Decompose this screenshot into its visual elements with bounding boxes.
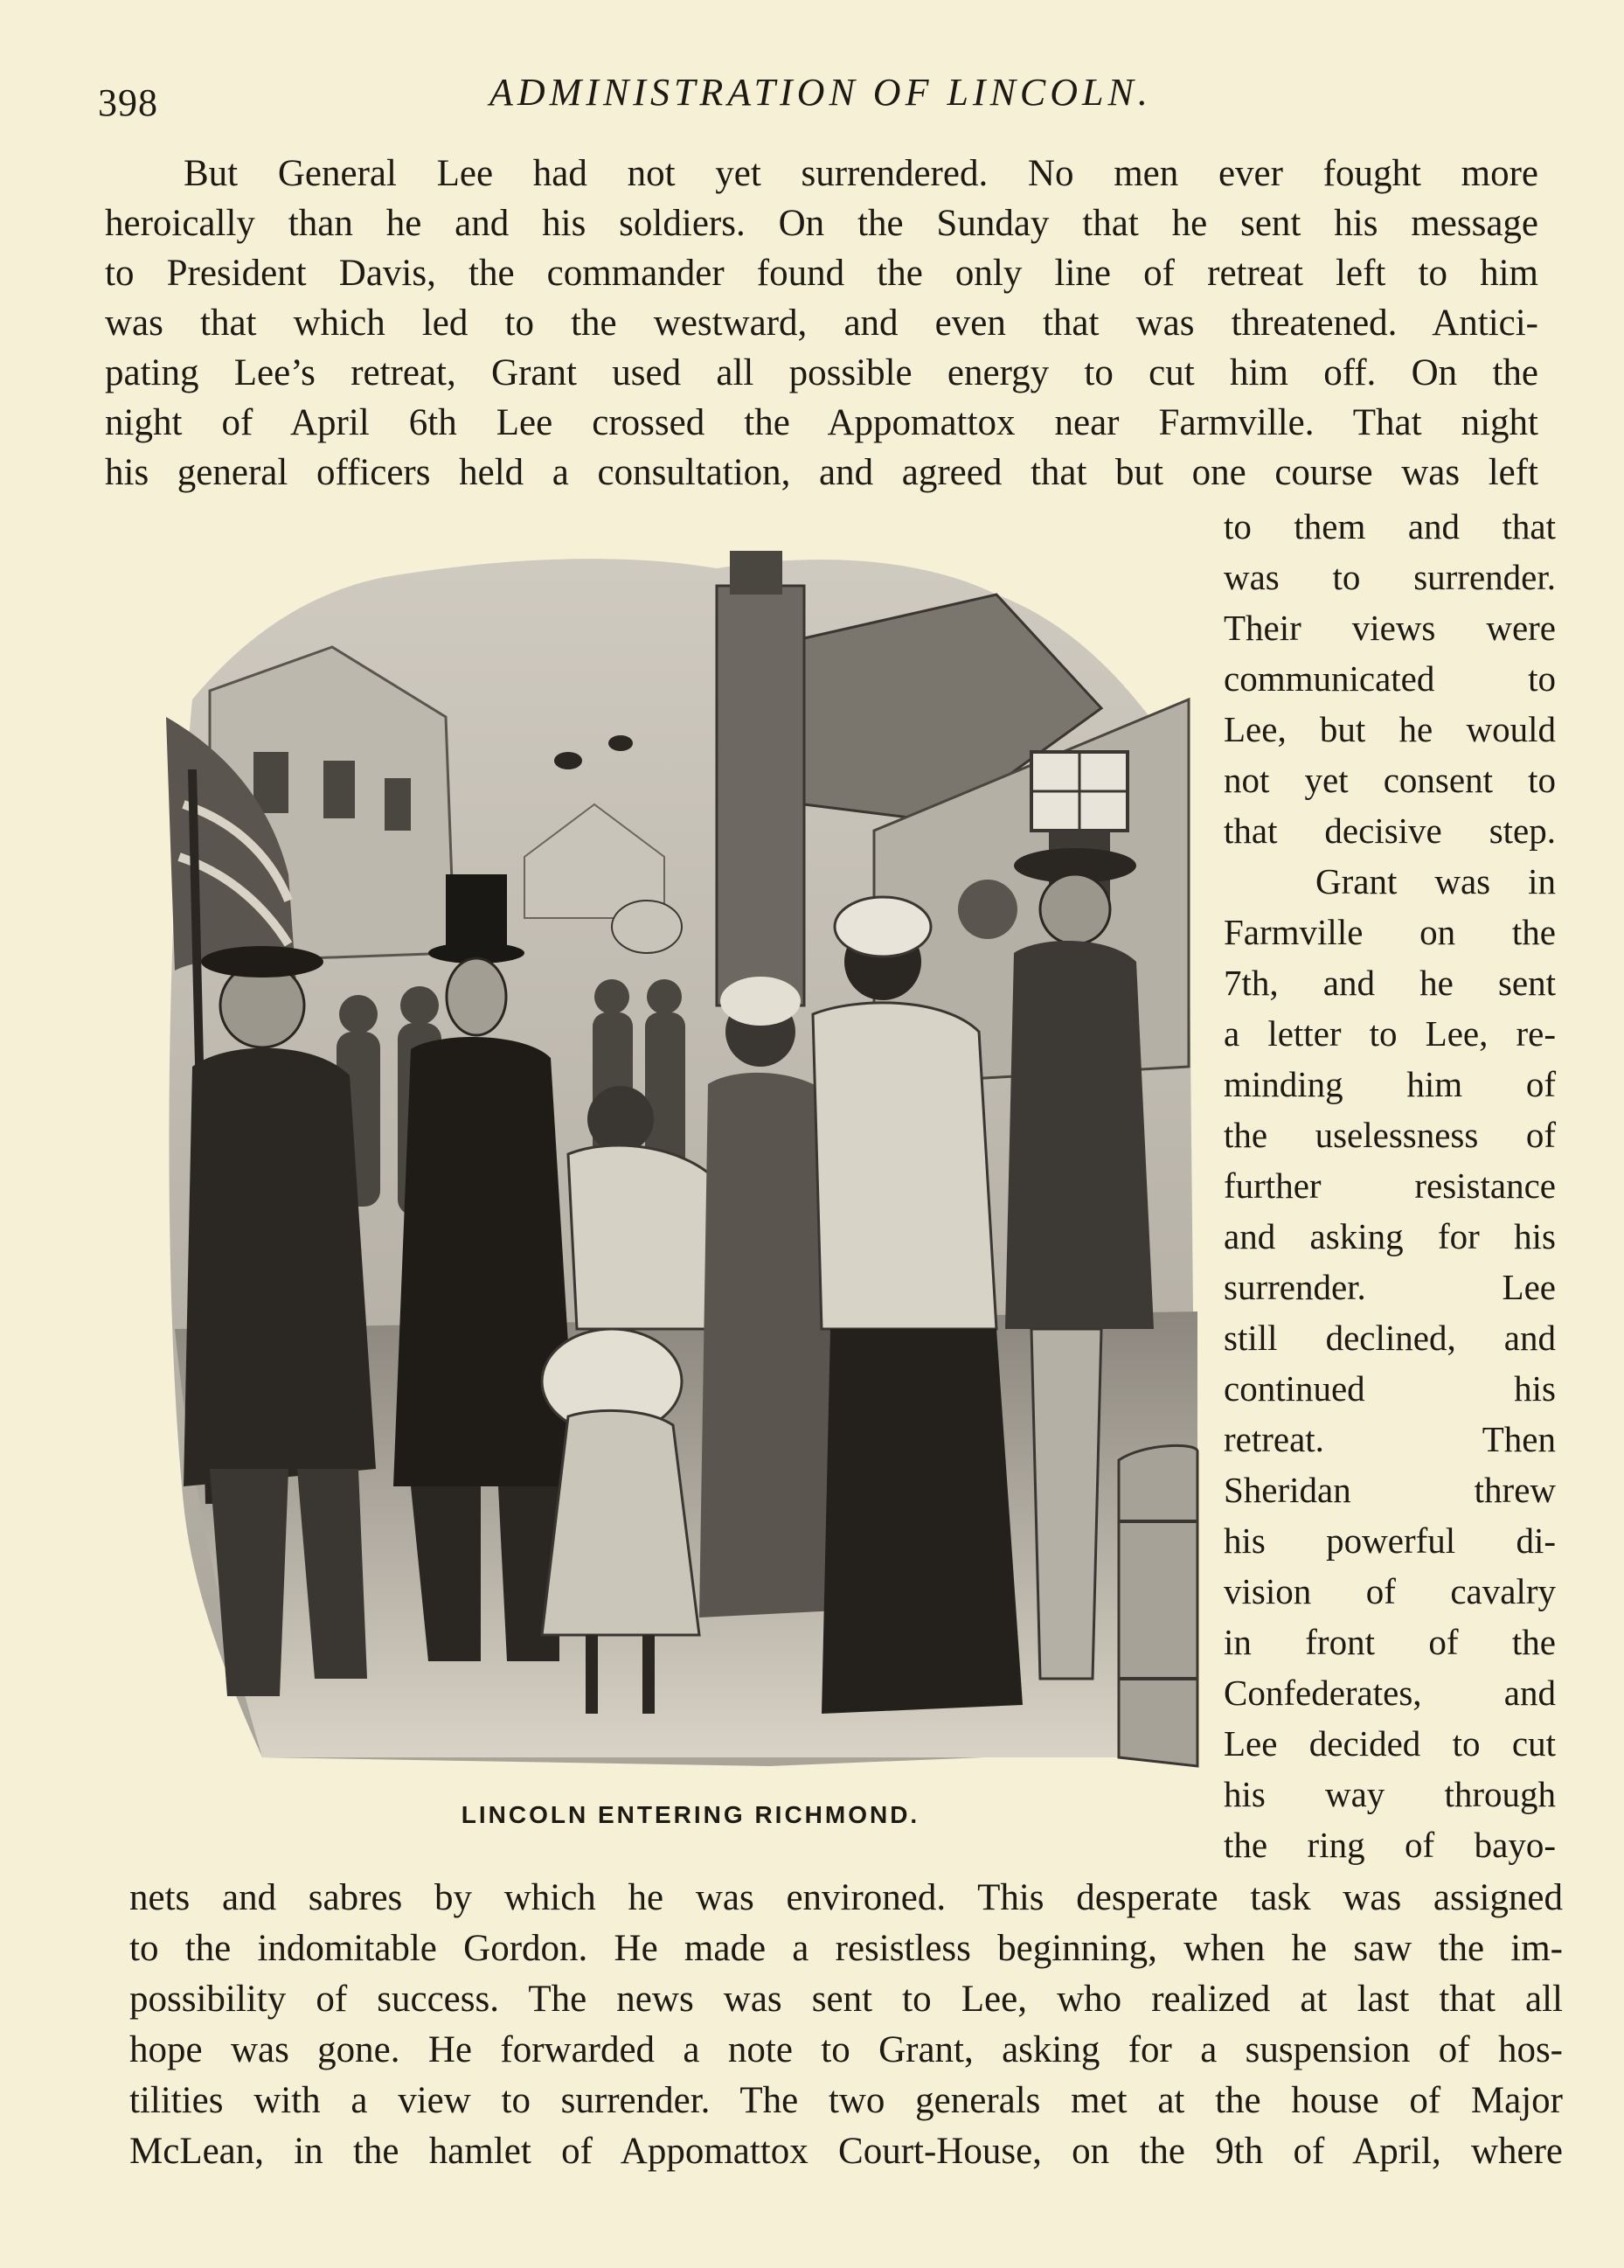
body-line: heroically than he and his soldiers. On the Sunday that he sent his message [105,203,1538,244]
body-line: surrender. Lee [1224,1267,1556,1307]
body-line: was that which led to the westward, and even that was threatened. Antici- [105,303,1538,344]
body-line: Lee decided to cut [1224,1723,1556,1764]
body-line: hope was gone. He forwarded a note to Grant, asking for a suspension of hos- [129,2029,1563,2070]
body-line: Sheridan threw [1224,1470,1556,1510]
body-line: his way through [1224,1774,1556,1814]
body-line: Lee, but he would [1224,709,1556,749]
body-line: retreat. Then [1224,1419,1556,1459]
body-line: to them and that [1224,506,1556,546]
body-line: nets and sabres by which he was environed. This desperate task was assigned [129,1877,1563,1918]
body-line: minding him of [1224,1064,1556,1104]
body-line: to the indomitable Gordon. He made a resistless beginning, when he saw the im- [129,1928,1563,1969]
body-line: tilities with a view to surrender. The two generals met at the house of Major [129,2080,1563,2121]
body-line: vision of cavalry [1224,1571,1556,1611]
body-line: communicated to [1224,658,1556,699]
body-line: Grant was in [1315,861,1556,901]
running-title: ADMINISTRATION OF LINCOLN. [489,71,1152,114]
body-line: Their views were [1224,608,1556,648]
body-line: and asking for his [1224,1216,1556,1256]
body-line: his general officers held a consultation, and agreed that but one course was left [105,452,1538,493]
body-line: Farmville on the [1224,912,1556,952]
engraving-image [157,542,1206,1784]
body-line: pating Lee’s retreat, Grant used all possible energy to cut him off. On the [105,352,1538,393]
body-line: not yet consent to [1224,760,1556,800]
body-line: night of April 6th Lee crossed the Appomattox near Farmville. That night [105,402,1538,443]
body-line: to President Davis, the commander found the only line of retreat left to him [105,253,1538,294]
body-line: his powerful di- [1224,1520,1556,1561]
body-line: McLean, in the hamlet of Appomattox Court-House, on the 9th of April, where [129,2131,1563,2172]
body-line: the uselessness of [1224,1115,1556,1155]
body-line: possibility of success. The news was sent to Lee, who realized at last that all [129,1979,1563,2020]
illustration-lincoln-entering-richmond [157,542,1206,1784]
body-line: But General Lee had not yet surrendered. No men ever fought more [184,153,1538,194]
body-line: that decisive step. [1224,810,1556,851]
body-line: a letter to Lee, re- [1224,1013,1556,1054]
body-line: was to surrender. [1224,557,1556,597]
body-line: continued his [1224,1368,1556,1409]
body-line: further resistance [1224,1165,1556,1206]
body-line: Confederates, and [1224,1673,1556,1713]
body-line: the ring of bayo- [1224,1825,1556,1865]
page-number: 398 [98,81,158,124]
body-line: 7th, and he sent [1224,963,1556,1003]
body-line: still declined, and [1224,1318,1556,1358]
body-line: in front of the [1224,1622,1556,1662]
illustration-caption: LINCOLN ENTERING RICHMOND. [461,1801,920,1828]
